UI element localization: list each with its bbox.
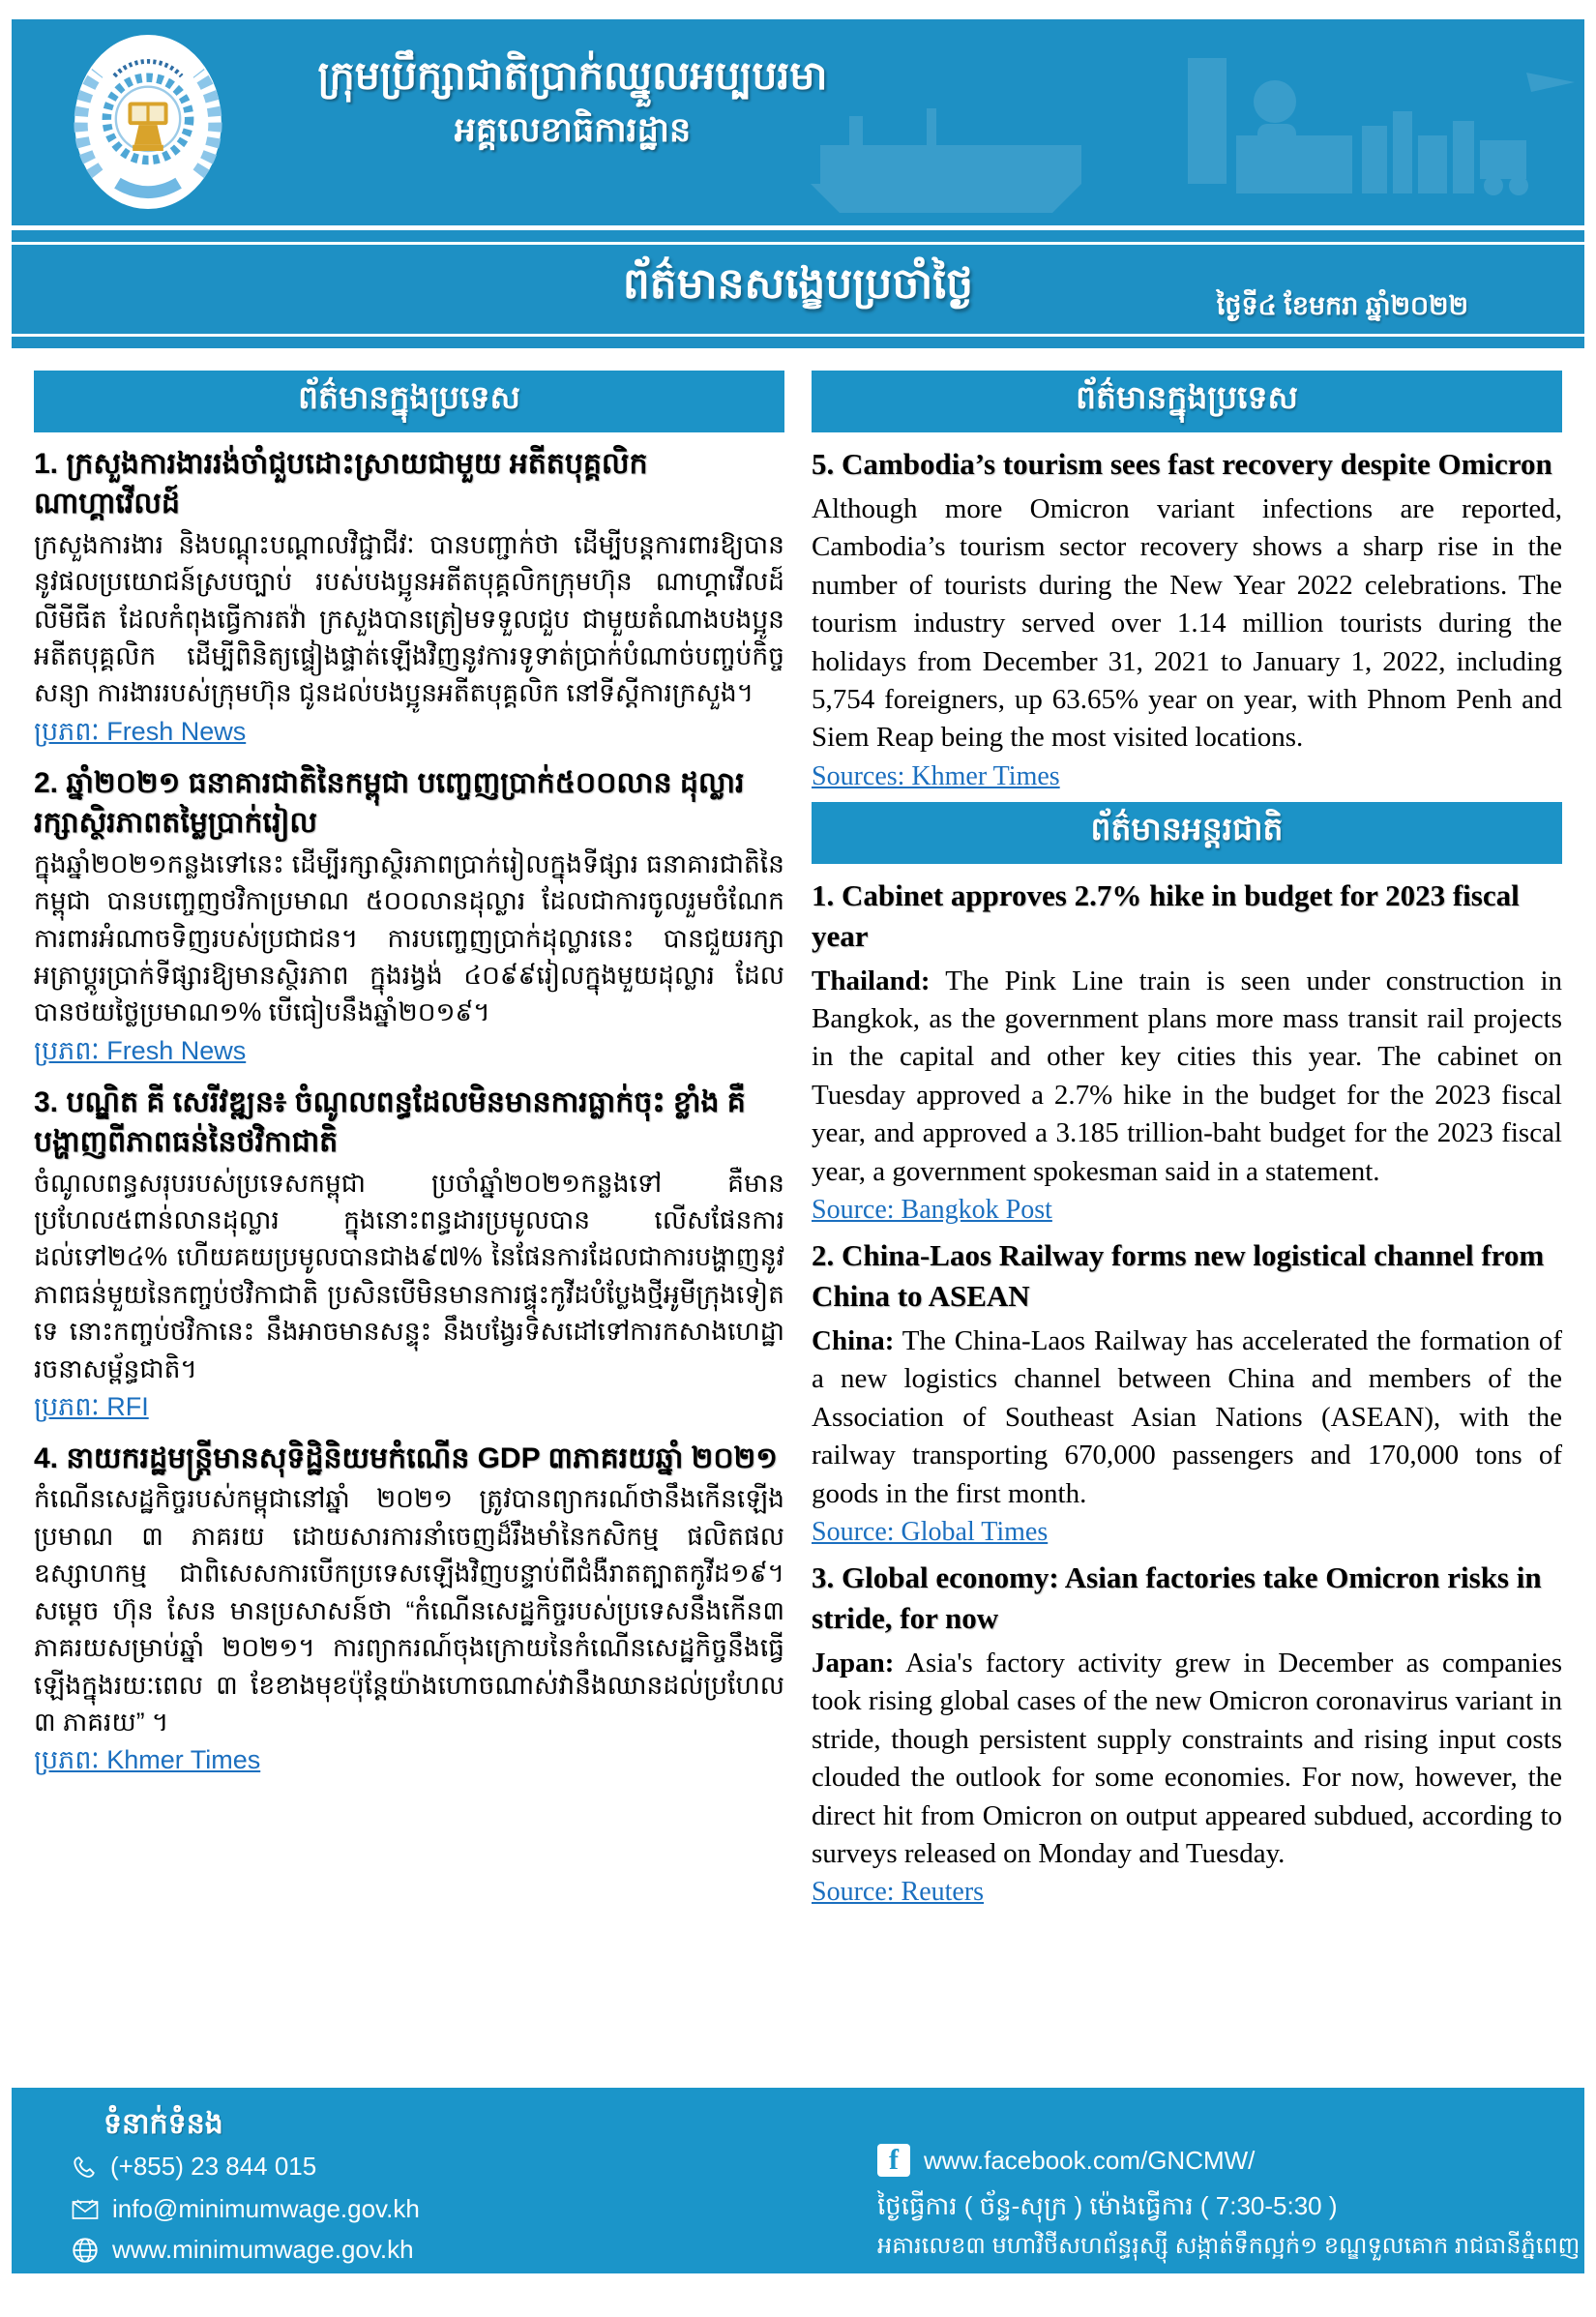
source-line [34,716,784,754]
source-link[interactable]: Source: Global Times [812,1517,1049,1548]
facebook-row [877,2144,1255,2177]
article-body: ក្នុងឆ្នាំ២០២១កន្លងទៅនេះ ដើម្បីរក្សាស្ថិរភាពប្រាក់រៀលក្នុងទីផ្សារ ធនាគារជាតិនៃកម្ពុជា បានបញ្ចេញថវិកាប្រមាណ ៥០០លានដុល្លារ ដែលជាការចូលរួមចំណែកការពារអំណាចទិញរបស់ប្រជាជន។ ការបញ្ចេញប្រាក់ដុល្លារនេះ បានជួយរក្សាអត្រាប្តូរប្រាក់ទីផ្សារឱ្យមានស្ថិរភាព ក្នុងរង្វង់ ៤០៩៩រៀលក្នុងមួយដុល្លារ ដែលបានថយថ្លៃប្រមាណ១% បើធៀបនឹងឆ្នាំ២០១៩។ [34,848,784,1027]
industry-skyline-watermark-illustration [782,19,1584,225]
email-icon [72,2198,99,2221]
article-body: Although more Omicron variant infections are reported, Cambodia’s tourism sector recovery shows a sharp rise in the number of tourists during the New Year 2022 celebrations. The tourism industry served over 1.14 million tourists during the holidays from December 31, 2021 to January 1, 2022, including 5,754 foreigners, up 63.65% year on year, with Phnom Penh and Siem Reap being the most visited locations. [812,492,1562,754]
ministry-seal-logo [72,29,224,215]
section-header-international [812,802,1562,864]
source-link[interactable]: ប្រភពៈ RFI [34,1392,149,1422]
source-line [34,1744,784,1782]
address: អគារលេខ៣ មហាវិថីសហព័ន្ធរុស្ស៊ី សង្កាត់ទឹកល្អក់១ ខណ្ឌទួលគោក រាជធានីភ្នំពេញ [877,2233,1581,2259]
section-header-domestic-left [34,371,784,432]
article-domestic-3 [34,1083,784,1429]
source-link[interactable]: ប្រភពៈ Khmer Times [34,1745,261,1775]
source-link[interactable]: Source: Reuters [812,1877,985,1908]
source-link[interactable]: Source: Bangkok Post [812,1195,1052,1226]
article-body-text: The Pink Line train is seen under construction in Bangkok, as the government plans more mass transit rail projects in the capital and other key cities this year. The cabinet on Tuesday approved a 2.7% hike in the budget for the 2023 fiscal year, and approved a 3.185 trillion-baht budget for the 2023 fiscal year, a government spokesman said in a statement. [812,965,1563,1187]
source-link[interactable]: Sources: Khmer Times [812,760,1060,791]
article-title: 5. Cambodia’s tourism sees fast recovery despite Omicron [812,447,1552,481]
article-title: 4. នាយករដ្ឋមន្ត្រីមានសុទិដ្ឋិនិយមកំណើន GDP ៣ភាគរយឆ្នាំ ២០២១ [34,1442,778,1475]
phone-row [72,2152,316,2182]
phone-icon [72,2154,97,2180]
contact-heading: ទំនាក់ទំនង [103,2108,223,2140]
article-international-3 [812,1558,1562,1908]
source-line [812,761,1562,792]
article-international-2 [812,1235,1562,1548]
org-department: អគ្គលេខាធិការដ្ឋាន [454,110,692,149]
article-domestic-5 [812,444,1562,792]
article-body [812,963,1562,1192]
article-domestic-4 [34,1439,784,1782]
article-body: កំណើនសេដ្ឋកិច្ចរបស់កម្ពុជានៅឆ្នាំ ២០២១ ត្រូវបានព្យាករណ៍ថានឹងកើនឡើងប្រមាណ ៣ ភាគរយ ដោយសារការនាំចេញដ៏រឹងមាំនៃកសិកម្ម ផលិតផលឧស្សាហកម្ម ជាពិសេសការបើកប្រទេសឡើងវិញបន្ទាប់ពីជំងឺរាតត្បាតកូវីដ១៩។ សម្តេច ហ៊ុន សែន មានប្រសាសន៍ថា “កំណើនសេដ្ឋកិច្ចរបស់ប្រទេសនឹងកើន៣ ភាគរយសម្រាប់ឆ្នាំ ២០២១។ ការព្យាករណ៍ចុងក្រោយនៃកំណើនសេដ្ឋកិច្ចនឹងធ្វើឡើងក្នុងរយៈពេល ៣ ខែខាងមុខប៉ុន្តែយ៉ាងហោចណាស់វានឹងឈានដល់ប្រហែល ៣ ភាគរយ” ។ [34,1484,784,1738]
article-title: 1. ក្រសួងការងាររង់ចាំជួបដោះស្រាយជាមួយ អតីតបុគ្គលិក ណាហ្គាវើលដ៍ [34,448,648,520]
article-title: 2. ឆ្នាំ២០២១ ធនាគារជាតិនៃកម្ពុជា បញ្ចេញប្រាក់៥០០លាន ដុល្លារ រក្សាស្ថិរភាពតម្លៃប្រាក់រៀល [34,766,745,840]
right-news-column [812,371,1562,1917]
source-line [34,1391,784,1429]
source-line [812,1195,1562,1226]
page-title: ព័ត៌មានសង្ខេបប្រចាំថ្ងៃ [622,260,974,308]
source-line [812,1517,1562,1548]
article-body: ក្រសួងការងារ និងបណ្តុះបណ្តាលវិជ្ជាជីវៈ បានបញ្ជាក់ថា ដើម្បីបន្តការពារឱ្យបាននូវផលប្រយោជន៍ស្របច្បាប់ របស់បងប្អូនអតីតបុគ្គលិកក្រុមហ៊ុន ណាហ្គាវើលដ៍ លីមីធីត ដែលកំពុងធ្វើការតវ៉ា ក្រសួងបានត្រៀមទទួលជួប ជាមួយតំណាងបងប្អូនអតីតបុគ្គលិក ដើម្បីពិនិត្យផ្ទៀងផ្ទាត់ឡើងវិញនូវការទូទាត់ប្រាក់បំណាច់បញ្ចប់កិច្ចសន្យា ការងាររបស់ក្រុមហ៊ុន ជូនដល់បងប្អូនអតីតបុគ្គលិក នៅទីស្តីការក្រសួង។ [34,529,784,708]
org-name: ក្រុមប្រឹក្សាជាតិប្រាក់ឈ្នួលអប្បបរមា [317,53,828,98]
article-country-lead: China: [812,1324,895,1356]
section-title: ព័ត៌មានអន្តរជាតិ [1090,810,1284,847]
address-row [877,2231,1580,2265]
divider [12,242,1584,245]
working-hours-row [877,2190,1338,2227]
org-header-banner [12,19,1584,225]
article-body: ចំណូលពន្ធសរុបរបស់ប្រទេសកម្ពុជា ប្រចាំឆ្នាំ២០២១កន្លងទៅ គឺមានប្រហែល៥ពាន់លានដុល្លារ ក្នុងនោះពន្ធដារប្រមូលបាន លើសផែនការដល់ទៅ២៤% ហើយគយប្រមូលបានជាង៩៧% នៃផែនការដែលជាការបង្ហាញនូវភាពធន់មួយនៃកញ្ចប់ថវិកាជាតិ ប្រសិនបើមិនមានការផ្ទុះកូវីដបំប្លែងថ្មីអូមីក្រុងទៀតទេ នោះកញ្ចប់ថវិកានេះ នឹងអាចមានសន្ទុះ នឹងបង្វែរទិសដៅទៅការកសាងហេដ្ឋារចនាសម្ព័ន្ធជាតិ។ [34,1168,784,1383]
article-body [812,1645,1562,1874]
article-domestic-1 [34,444,784,754]
facebook-url[interactable]: www.facebook.com/GNCMW/ [924,2145,1256,2175]
domestic-news-column [34,371,784,1792]
email-row [72,2194,420,2224]
section-title: ព័ត៌មានក្នុងប្រទេស [1076,379,1298,415]
article-title: 3. បណ្ឌិត គី សេរីវឌ្ឍន៖ ចំណូលពន្ធដែលមិនមានការធ្លាក់ចុះ ខ្លាំង គឺបង្ហាញពីភាពធន់នៃថវិកាជាតិ [34,1085,746,1159]
working-hours: ថ្ងៃធ្វើការ ( ច័ន្ទ-សុក្រ ) ម៉ោងធ្វើការ ( 7:30-5:30 ) [877,2191,1338,2220]
article-body-text: The China-Laos Railway has accelerated the formation of a new logistics channel between China and members of the Association of Southeast Asian Nations (ASEAN), with the railway transporting 670,000 passengers and 170,000 tons of goods in the first month. [812,1324,1562,1509]
section-header-domestic-right [812,371,1562,432]
article-title: 3. Global economy: Asian factories take Omicron risks in stride, for now [812,1560,1542,1635]
divider [12,334,1584,337]
source-line [34,1035,784,1073]
article-country-lead: Thailand: [812,965,931,996]
contact-footer [12,2088,1584,2273]
website-row [72,2235,414,2265]
article-international-1 [812,876,1562,1226]
facebook-icon: f [877,2144,910,2177]
article-body [812,1322,1562,1513]
article-domestic-2 [34,763,784,1073]
globe-icon [72,2237,99,2264]
email-address[interactable]: info@minimumwage.gov.kh [112,2194,420,2223]
title-band [12,230,1584,348]
article-body-text: Asia's factory activity grew in December as companies took rising global cases of the new Omicron coronavirus variant in stride, though persistent supply constraints and rising input costs clouded the outlook for some economies. For now, however, the direct hit from Omicron on output appeared subdued, according to surveys released on Monday and Tuesday. [812,1647,1562,1869]
article-country-lead: Japan: [812,1647,895,1678]
website-url[interactable]: www.minimumwage.gov.kh [112,2235,414,2264]
phone-number[interactable]: (+855) 23 844 015 [110,2152,317,2181]
article-title: 2. China-Laos Railway forms new logistical channel from China to ASEAN [812,1238,1545,1314]
source-link[interactable]: ប្រភពៈ Fresh News [34,716,247,746]
section-title: ព័ត៌មានក្នុងប្រទេស [298,379,520,415]
article-title: 1. Cabinet approves 2.7% hike in budget for 2023 fiscal year [812,877,1520,953]
source-line [812,1877,1562,1908]
issue-date: ថ្ងៃទី៤ ខែមករា ឆ្នាំ២០២២ [1216,291,1468,320]
source-link[interactable]: ប្រភពៈ Fresh News [34,1035,247,1065]
